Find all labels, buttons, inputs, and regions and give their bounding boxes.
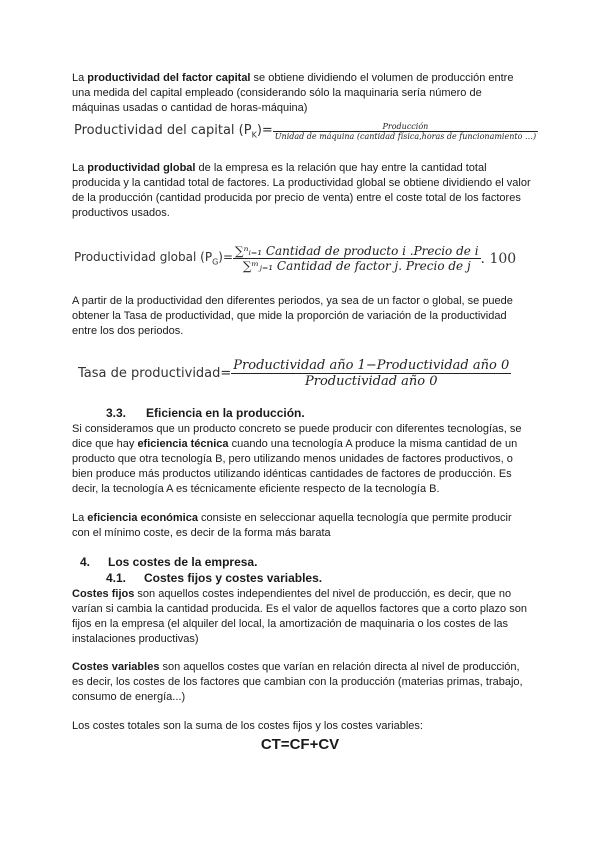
paragraph-costes-totales bbox=[72, 719, 532, 734]
text: La bbox=[72, 72, 88, 84]
text: de la empresa es la relación que hay entre la cantidad total producida y la cantidad total de factores. La productividad global se obtiene dividiendo el valor de la producción (cantidad producida por precio de venta) entre el coste total de los factores productivos usados. bbox=[72, 162, 531, 219]
text: A partir de la productividad den diferentes periodos, ya sea de un factor o global, se puede obtener la Tasa de productividad, que mide la proporción de variación de la productividad entre los dos periodos. bbox=[72, 295, 513, 337]
formula-label: Productividad global $(P_G)=$ bbox=[74, 250, 234, 267]
section-title: Costes fijos y costes variables. bbox=[144, 571, 323, 585]
paragraph-eficiencia-economica bbox=[72, 511, 532, 541]
formula-numerator: ∑ⁿᵢ₌₁ Cantidad de producto i .Precio de i bbox=[235, 244, 479, 258]
section-number: 4. bbox=[80, 555, 91, 569]
formula-denominator: Unidad de máquina (cantidad física,horas de funcionamiento …) bbox=[274, 132, 537, 141]
formula-fraction bbox=[231, 358, 511, 389]
text: se obtiene dividiendo el volumen de producción entre una medida del capital empleado (considerando sólo la maquinaria sería número de máquinas usadas o cantidad de horas-máquina) bbox=[72, 72, 514, 114]
text: La bbox=[72, 512, 88, 524]
text: cuando una tecnología A produce la misma cantidad de un producto que otra tecnología B, pero utilizando menos unidades de factores productivos, o bien produce más productos utilizando idénticas cantidades de factores de producción. Es decir, la tecnología A es técnicamente eficiente respecto de la tecnología B. bbox=[72, 438, 518, 495]
term-eficiencia-tecnica: eficiencia técnica bbox=[137, 438, 229, 450]
formula-label: Productividad del capital $(P_K)=$ bbox=[74, 123, 273, 140]
term-costes-fijos: Costes fijos bbox=[72, 588, 135, 600]
formula-productividad-capital bbox=[74, 122, 538, 141]
paragraph-eficiencia-tecnica bbox=[72, 422, 532, 497]
text: La bbox=[72, 162, 88, 174]
paragraph-costes-variables bbox=[72, 660, 532, 705]
formula-denominator: ∑ᵐⱼ₌₁ Cantidad de factor j. Precio de j bbox=[242, 259, 471, 273]
paragraph-productividad-capital bbox=[72, 71, 532, 116]
formula-tasa-productividad bbox=[78, 358, 511, 389]
section-heading-4-1 bbox=[106, 571, 322, 585]
formula-label: Tasa de productividad= bbox=[78, 366, 232, 381]
formula-fraction bbox=[233, 244, 481, 273]
term-productividad-global: productividad global bbox=[87, 162, 196, 174]
term-costes-variables: Costes variables bbox=[72, 661, 160, 673]
text: son aquellos costes independientes del nivel de producción, es decir, que no varían si cambia la cantidad producida. Es el valor de aquellos factores que a corto plazo son fijos en la empresa (el alquiler del local, la amortización de maquinaria o los costes de las instalaciones productivas) bbox=[72, 588, 527, 645]
formula-multiplier: . 100 bbox=[480, 250, 517, 267]
term-productividad-capital: productividad del factor capital bbox=[87, 72, 251, 84]
section-heading-3-3 bbox=[106, 406, 305, 420]
formula-productividad-global bbox=[74, 244, 516, 273]
section-title: Los costes de la empresa. bbox=[108, 555, 258, 569]
formula-fraction bbox=[273, 122, 538, 141]
formula-numerator: Productividad año 1−Productividad año 0 bbox=[233, 358, 510, 373]
section-title: Eficiencia en la producción. bbox=[146, 406, 305, 420]
section-heading-4 bbox=[80, 555, 257, 569]
term-eficiencia-economica: eficiencia económica bbox=[87, 512, 198, 524]
formula-numerator: Producción bbox=[382, 122, 429, 131]
paragraph-tasa-productividad bbox=[72, 294, 532, 339]
text: Si consideramos que un producto concreto se puede producir con diferentes tecnologías, se dice que hay bbox=[72, 423, 522, 450]
formula-denominator: Productividad año 0 bbox=[305, 374, 438, 389]
text: son aquellos costes que varían en relación directa al nivel de producción, es decir, los costes de los factores que cambian con la producción (materias primas, trabajo, consumo de energía...) bbox=[72, 661, 523, 703]
section-number: 3.3. bbox=[106, 406, 127, 420]
paragraph-productividad-global bbox=[72, 161, 532, 221]
section-number: 4.1. bbox=[106, 571, 127, 585]
paragraph-costes-fijos bbox=[72, 587, 532, 647]
text: Los costes totales son la suma de los costes fijos y los costes variables: bbox=[72, 720, 423, 732]
formula-costes-totales: CT=CF+CV bbox=[260, 736, 340, 753]
text: consiste en seleccionar aquella tecnología que permite producir con el mínimo coste, es decir de la forma más barata bbox=[72, 512, 512, 539]
